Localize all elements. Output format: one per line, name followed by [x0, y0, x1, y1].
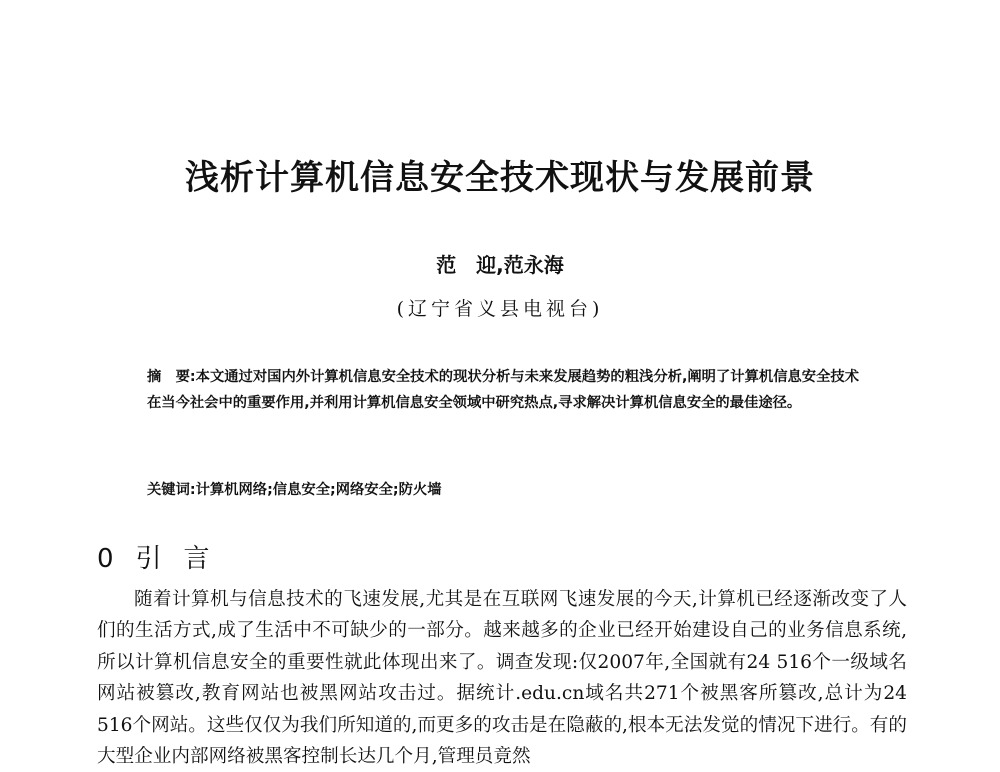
keywords	[147, 477, 859, 503]
section-heading	[97, 538, 232, 575]
author-affiliation: (辽宁省义县电视台)	[396, 298, 604, 320]
keywords-label: 关键词:	[147, 482, 196, 498]
abstract-label: 摘 要:	[147, 369, 196, 385]
keywords-text: 计算机网络;信息安全;网络安全;防火墙	[195, 482, 442, 498]
section-number: 0	[97, 544, 114, 574]
paper-authors: 范 迎,范永海	[436, 253, 564, 277]
section-title: 引言	[135, 544, 232, 574]
abstract	[147, 364, 859, 416]
body-paragraph: 随着计算机与信息技术的飞速发展,尤其是在互联网飞速发展的今天,计算机已经逐渐改变了人们的生活方式,成了生活中不可缺少的一部分。越来越多的企业已经开始建设自己的业务信息系统,所以计算机信息安全的重要性就此体现出来了。调查发现:仅2007年,全国就有24 516个一级域名网站被篡改,教育网站也被黑网站攻击过。据统计.edu.cn域名共271个被黑客所篡改,总计为24 516个网站。这些仅仅为我们所知道的,而更多的攻击是在隐蔽的,根本无法发觉的情况下进行。有的大型企业内部网络被黑客控制长达几个月,管理员竟然	[97, 589, 907, 768]
abstract-text: 本文通过对国内外计算机信息安全技术的现状分析与未来发展趋势的粗浅分析,阐明了计算机信息安全技术在当今社会中的重要作用,并利用计算机信息安全领域中研究热点,寻求解决计算机信息安全的最佳途径。	[147, 369, 860, 411]
paper-title: 浅析计算机信息安全技术现状与发展前景	[185, 158, 815, 198]
